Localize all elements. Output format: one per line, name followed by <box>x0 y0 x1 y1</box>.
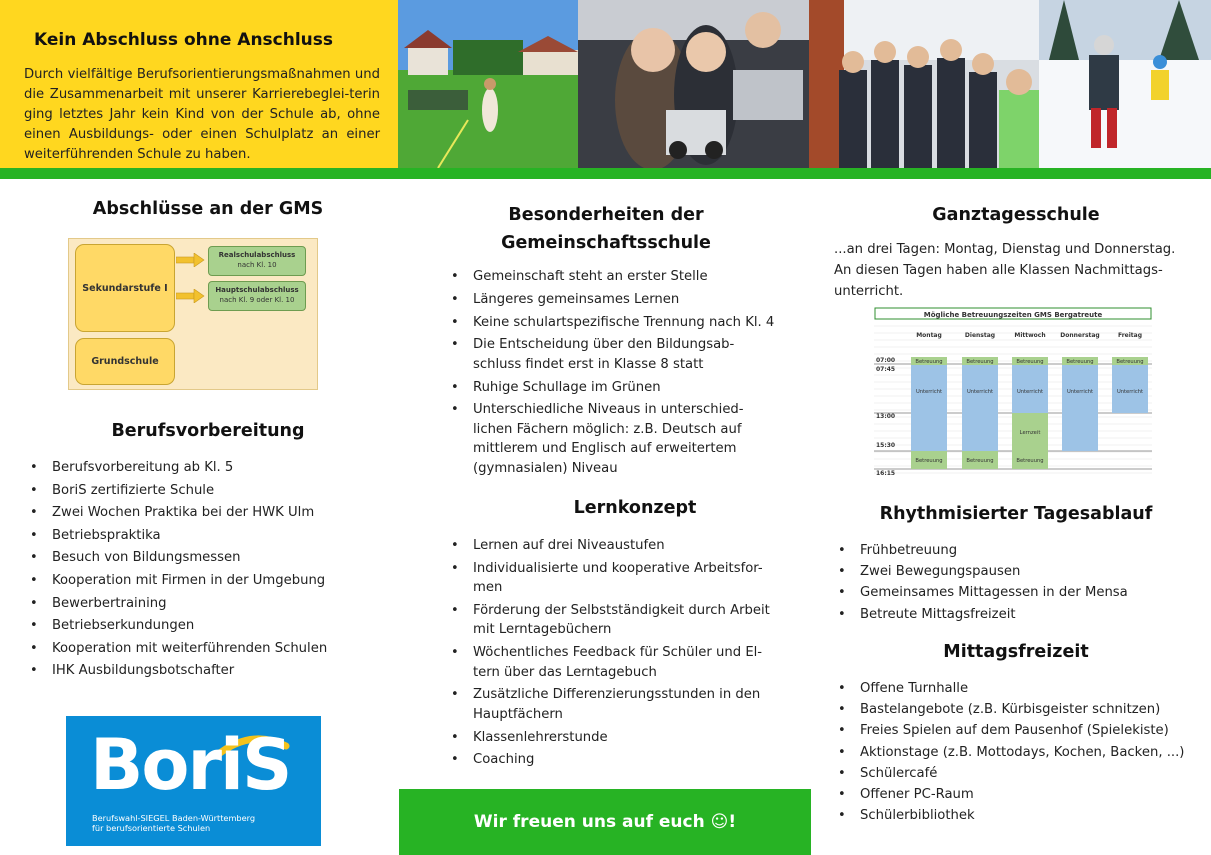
besonderheiten-heading-line1: Besonderheiten der <box>508 205 704 225</box>
list-item: • Längeres gemeinsames Lernen <box>447 290 779 309</box>
list-item: • Förderung der Selbstständigkeit durch Arbeit mit Lerntagebüchern <box>447 601 779 640</box>
hauptschul-title: Hauptschulabschluss <box>215 286 299 294</box>
abschluesse-heading: Abschlüsse an der GMS <box>92 199 324 219</box>
boris-logo <box>66 716 321 846</box>
unterricht-block <box>962 413 998 451</box>
intro-title: Kein Abschluss ohne Anschluss <box>34 30 334 50</box>
arrow-right-icon <box>176 289 206 303</box>
list-item: • Berufsvorbereitung ab Kl. 5 <box>26 457 386 480</box>
list-item: • Schülercafé <box>834 763 1198 784</box>
realschul-box <box>208 246 306 276</box>
grundschule-box: Grundschule <box>75 338 175 385</box>
mittagsfreizeit-heading: Mittagsfreizeit <box>943 642 1089 662</box>
list-item: • BoriS zertifizierte Schule <box>26 480 386 503</box>
day-header: Montag <box>916 332 942 339</box>
list-item: • Aktionstage (z.B. Mottodays, Kochen, Backen, ...) <box>834 742 1198 763</box>
list-item: • Wöchentliches Feedback für Schüler und El-tern über das Lerntagebuch <box>447 643 779 682</box>
day-header: Dienstag <box>964 332 996 339</box>
divider-bar <box>0 168 1211 179</box>
besonderheiten-heading-line2: Gemeinschaftsschule <box>501 233 711 253</box>
rhythmisiert-list <box>834 540 1198 625</box>
abschluesse-diagram <box>68 238 318 390</box>
list-item: • Kooperation mit weiterführenden Schulen <box>26 638 386 661</box>
list-item: • Betreute Mittagsfreizeit <box>834 604 1198 625</box>
mittagsfreizeit-list <box>834 678 1198 826</box>
lernkonzept-list <box>447 536 779 773</box>
list-item: • Kooperation mit Firmen in der Umgebung <box>26 570 386 593</box>
photo-robotics <box>578 0 809 168</box>
boris-subtitle <box>92 813 255 833</box>
unterricht-block-label: Unterricht <box>915 389 943 395</box>
list-item: • Gemeinschaft steht an erster Stelle <box>447 267 779 286</box>
list-item: • Klassenlehrerstunde <box>447 728 779 747</box>
time-label: 07:45 <box>876 366 896 373</box>
realschul-title: Realschulabschluss <box>218 251 296 259</box>
closing-banner: Wir freuen uns auf euch ☺! <box>399 789 811 855</box>
list-item: • Zwei Bewegungspausen <box>834 561 1198 582</box>
time-label: 07:00 <box>876 357 896 364</box>
besonderheiten-list <box>447 267 779 481</box>
list-item: • Freies Spielen auf dem Pausenhof (Spielekiste) <box>834 720 1198 741</box>
betreuung-block-label: Betreuung <box>966 458 994 465</box>
list-item: • Coaching <box>447 750 779 769</box>
list-item: • Frühbetreuung <box>834 540 1198 561</box>
betreuung-block-label: Betreuung <box>1116 359 1144 366</box>
betreuung-block-label: Betreuung <box>966 359 994 366</box>
list-item: • Bewerbertraining <box>26 593 386 616</box>
hauptschul-box <box>208 281 306 311</box>
list-item: • Besuch von Bildungsmessen <box>26 547 386 570</box>
photo-class-group <box>809 0 1039 168</box>
time-label: 15:30 <box>876 442 896 449</box>
list-item: • Zusätzliche Differenzierungsstunden in den Hauptfächern <box>447 685 779 724</box>
list-item: • Zwei Wochen Praktika bei der HWK Ulm <box>26 502 386 525</box>
schedule-title: Mögliche Betreuungszeiten GMS Bergatreute <box>923 311 1103 319</box>
boris-sub-line1: Berufswahl-SIEGEL Baden-Württemberg <box>92 813 256 823</box>
time-label: 13:00 <box>876 413 896 420</box>
hauptschul-sub: nach Kl. 9 oder Kl. 10 <box>219 296 295 304</box>
berufsvorbereitung-list <box>26 457 386 683</box>
list-item: • Gemeinsames Mittagessen in der Mensa <box>834 582 1198 603</box>
unterricht-block-label: Unterricht <box>1016 389 1044 395</box>
list-item: • Betriebserkundungen <box>26 615 386 638</box>
list-item: • IHK Ausbildungsbotschafter <box>26 660 386 683</box>
photo-schoolyard <box>398 0 578 168</box>
unterricht-block-label: Unterricht <box>966 389 994 395</box>
day-header: Donnerstag <box>1060 332 1100 339</box>
day-header: Freitag <box>1117 332 1143 339</box>
lernkonzept-heading: Lernkonzept <box>573 498 697 518</box>
unterricht-block <box>1062 413 1098 451</box>
berufsvorbereitung-heading: Berufsvorbereitung <box>111 421 305 441</box>
time-label: 16:15 <box>876 470 896 477</box>
betreuung-block-label: Betreuung <box>915 458 943 465</box>
list-item: • Lernen auf drei Niveaustufen <box>447 536 779 555</box>
intro-text: Durch vielfältige Berufsorientierungsmaßnahmen und die Zusammenarbeit mit unserer Karrierebeglei-terin ging letztes Jahr kein Kind von der Schule ab, ohne einen Ausbildungs- oder einen Schulplatz an einer weiterführenden Schule zu haben. <box>24 67 380 162</box>
unterricht-block <box>911 413 947 451</box>
list-item: • Offener PC-Raum <box>834 784 1198 805</box>
list-item: • Die Entscheidung über den Bildungsab-schluss findet erst in Klasse 8 statt <box>447 335 779 374</box>
schedule-grid <box>874 307 1152 483</box>
day-header: Mittwoch <box>1014 332 1046 339</box>
list-item: • Keine schulartspezifische Trennung nach Kl. 4 <box>447 313 779 332</box>
arrow-right-icon <box>176 253 206 267</box>
sekundarstufe-box: Sekundarstufe I <box>75 244 175 332</box>
lernzeit-block-label: Lernzeit <box>1019 430 1041 437</box>
ganztag-heading: Ganztagesschule <box>932 205 1100 225</box>
list-item: • Ruhige Schullage im Grünen <box>447 378 779 397</box>
realschul-sub: nach Kl. 10 <box>237 261 277 269</box>
betreuung-block-label: Betreuung <box>1016 458 1044 465</box>
ganztag-text: ...an drei Tagen: Montag, Dienstag und Donnerstag. An diesen Tagen haben alle Klassen Nachmittags-unterricht. <box>834 242 1176 299</box>
betreuung-block-label: Betreuung <box>1066 359 1094 366</box>
boris-sub-line2: für berufsorientierte Schulen <box>92 823 211 833</box>
unterricht-block-label: Unterricht <box>1116 389 1144 395</box>
list-item: • Bastelangebote (z.B. Kürbisgeister schnitzen) <box>834 699 1198 720</box>
rhythmisiert-heading: Rhythmisierter Tagesablauf <box>879 504 1153 524</box>
list-item: • Betriebspraktika <box>26 525 386 548</box>
besonderheiten-heading <box>420 201 792 257</box>
schedule-table <box>874 307 1152 483</box>
list-item: • Unterschiedliche Niveaus in unterschied-lichen Fächern möglich: z.B. Deutsch auf mittlerem und Englisch auf erweitertem (gymnasialen) Niveau <box>447 400 779 478</box>
list-item: • Offene Turnhalle <box>834 678 1198 699</box>
boris-wordmark: BoriS <box>90 724 291 806</box>
photo-skiing <box>1039 0 1211 168</box>
betreuung-block-label: Betreuung <box>1016 359 1044 366</box>
list-item: • Individualisierte und kooperative Arbeitsfor-men <box>447 559 779 598</box>
unterricht-block-label: Unterricht <box>1066 389 1094 395</box>
list-item: • Schülerbibliothek <box>834 805 1198 826</box>
betreuung-block-label: Betreuung <box>915 359 943 366</box>
